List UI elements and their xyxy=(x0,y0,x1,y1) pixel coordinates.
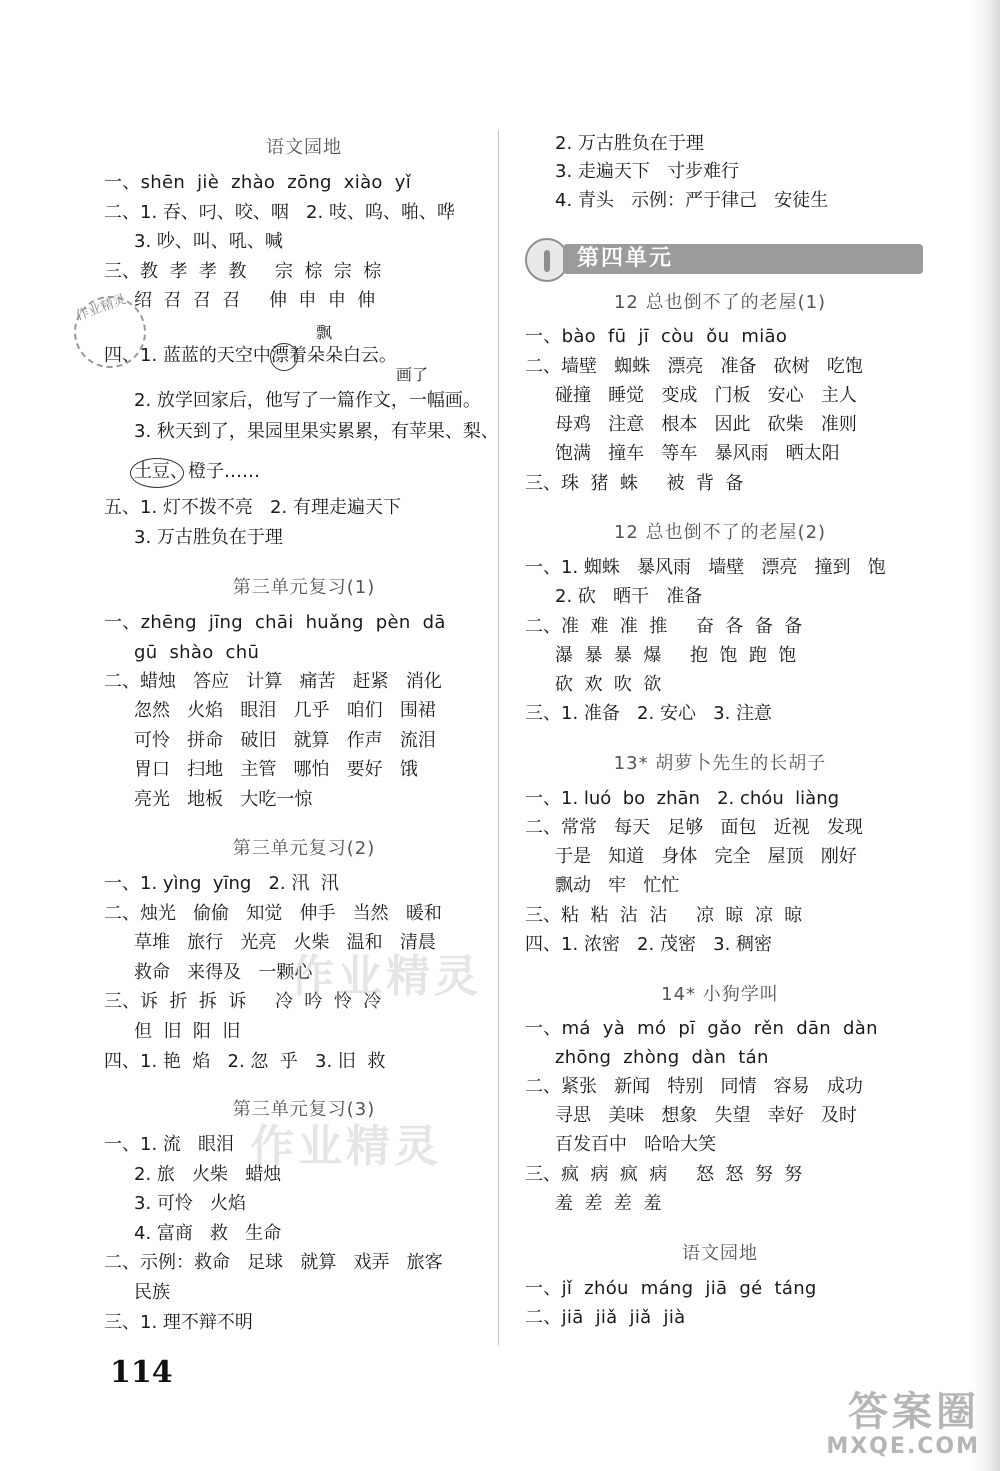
answer-line: 百发百中 哈哈大笑 xyxy=(555,1134,717,1155)
answer-line: 一、1. yìng yīng 2. 汛 汛 xyxy=(104,873,339,894)
answer-line: 二、示例：救命 足球 就算 戏弄 旅客 xyxy=(104,1252,443,1273)
answer-line: 二、蜡烛 答应 计算 痛苦 赶紧 消化 xyxy=(104,671,442,692)
answer-line: 土豆、橙子…… xyxy=(134,461,260,482)
answer-line: 2. 万古胜负在于理 xyxy=(555,133,704,154)
answer-line: 三、1. 准备 2. 安心 3. 注意 xyxy=(525,703,773,724)
section-title: 语文园地 xyxy=(682,1243,758,1264)
answer-line: 3. 可怜 火焰 xyxy=(134,1193,247,1214)
section-title: 12 总也倒不了的老屋(1) xyxy=(613,292,827,313)
answer-line: 羞 差 差 羞 xyxy=(555,1193,662,1214)
answer-line: 一、shēn jiè zhào zōng xiào yǐ xyxy=(104,172,412,193)
answer-line: 二、jiā jiǎ jiǎ jià xyxy=(525,1307,686,1328)
page-number: 114 xyxy=(110,1355,173,1390)
section-title: 第三单元复习(1) xyxy=(232,577,376,598)
answer-line: 飘动 牢 忙忙 xyxy=(555,875,680,896)
answer-line: 3. 万古胜负在于理 xyxy=(134,527,283,548)
answer-line: 砍 欢 吹 欲 xyxy=(555,674,662,695)
answer-line: 于是 知道 身体 完全 屋顶 刚好 xyxy=(555,846,857,867)
answer-line: 三、教 孝 孝 教 宗 棕 宗 棕 xyxy=(104,261,382,282)
answer-line: 饱满 撞车 等车 暴风雨 晒太阳 xyxy=(555,443,840,464)
answer-line: 一、1. 流 眼泪 xyxy=(104,1134,235,1155)
answer-line: 民族 xyxy=(134,1282,170,1303)
answer-line: 四、1. 蓝蓝的天空中漂着朵朵白云。 xyxy=(104,345,397,366)
answer-line: 四、1. 浓密 2. 茂密 3. 稠密 xyxy=(525,934,773,955)
answer-line: gū shào chū xyxy=(134,642,260,663)
answer-line: 4. 青头 示例：严于律己 安徒生 xyxy=(555,190,829,211)
handwritten-correction: 画了 xyxy=(396,365,429,384)
answer-line: 一、1. 蜘蛛 暴风雨 墙壁 漂亮 撞到 饱 xyxy=(525,557,886,578)
answer-line: 胃口 扫地 主管 哪怕 要好 饿 xyxy=(134,759,418,780)
answer-line: 二、烛光 偷偷 知觉 伸手 当然 暖和 xyxy=(104,903,442,924)
answer-line: 绍 召 召 召 伸 申 申 伸 xyxy=(134,290,376,311)
answer-line: 寻思 美味 想象 失望 幸好 及时 xyxy=(555,1105,857,1126)
answer-line: 三、疯 病 疯 病 怒 怒 努 努 xyxy=(525,1164,803,1185)
answer-line: 二、墙壁 蜘蛛 漂亮 准备 砍树 吃饱 xyxy=(525,356,863,377)
section-title: 第三单元复习(3) xyxy=(232,1099,376,1120)
answer-line: 四、1. 艳 焰 2. 忽 乎 3. 旧 救 xyxy=(104,1051,386,1072)
answer-line: 可怜 拼命 破旧 就算 作声 流泪 xyxy=(134,730,436,751)
answer-line: 二、1. 吞、叼、咬、咽 2. 吱、呜、啪、哗 xyxy=(104,202,455,223)
handwritten-correction: 飘 xyxy=(316,323,333,342)
answer-line: 一、jǐ zhóu máng jiā gé táng xyxy=(525,1278,817,1299)
watermark: 作业精灵 xyxy=(290,951,482,1002)
page-edge xyxy=(972,0,1000,1471)
answer-line: 2. 旅 火柴 蜡烛 xyxy=(134,1164,282,1185)
logo-url: MXQE.COM xyxy=(826,1434,980,1459)
answer-line: 三、1. 理不辩不明 xyxy=(104,1312,253,1333)
column-divider xyxy=(498,130,499,1345)
answer-line: 4. 富商 救 生命 xyxy=(134,1223,282,1244)
answer-line: 救命 来得及 一颗心 xyxy=(134,962,313,983)
answer-line: 3. 秋天到了，果园里果实累累，有苹果、梨、 xyxy=(134,421,499,442)
answer-line: 二、准 难 准 推 奋 各 备 备 xyxy=(525,616,803,637)
answer-line: 三、珠 猪 蛛 被 背 备 xyxy=(525,473,744,494)
answer-line: 2. 砍 晒干 准备 xyxy=(555,586,703,607)
answer-line: 瀑 暴 暴 爆 抱 饱 跑 饱 xyxy=(555,645,797,666)
answer-line: 忽然 火焰 眼泪 几乎 咱们 围裙 xyxy=(134,700,436,721)
answer-line: 2. 放学回家后，他写了一篇作文，一幅画。 xyxy=(134,390,481,411)
answer-line: 3. 吵、叫、吼、喊 xyxy=(134,231,283,252)
answer-line: 草堆 旅行 光亮 火柴 温和 清晨 xyxy=(134,932,436,953)
answer-line: 一、zhēng jīng chāi huǎng pèn dā xyxy=(104,612,446,633)
answer-line: 一、má yà mó pī gǎo rěn dān dàn xyxy=(525,1018,878,1039)
stamp: 作业精灵 xyxy=(64,286,156,378)
answer-line: 3. 走遍天下 寸步难行 xyxy=(555,161,740,182)
answer-line: 五、1. 灯不拨不亮 2. 有理走遍天下 xyxy=(104,497,401,518)
answer-line: 亮光 地板 大吃一惊 xyxy=(134,789,313,810)
answer-line: 但 旧 阳 旧 xyxy=(134,1021,241,1042)
answer-line: zhōng zhòng dàn tán xyxy=(555,1047,769,1068)
section-title: 14* 小狗学叫 xyxy=(661,984,779,1005)
section-title: 12 总也倒不了的老屋(2) xyxy=(613,522,827,543)
section-title: 第三单元复习(2) xyxy=(232,838,376,859)
unit-banner xyxy=(525,238,925,278)
unit-title: 第四单元 xyxy=(577,246,674,271)
section-title: 语文园地 xyxy=(266,137,342,158)
answer-line: 二、常常 每天 足够 面包 近视 发现 xyxy=(525,817,863,838)
answer-line: 三、诉 折 拆 诉 冷 吟 怜 冷 xyxy=(104,991,382,1012)
watermark: 作业精灵 xyxy=(250,1121,442,1172)
answer-line: 三、粘 粘 沾 沾 凉 晾 凉 晾 xyxy=(525,905,803,926)
answer-line: 二、紧张 新闻 特别 同情 容易 成功 xyxy=(525,1076,863,1097)
answer-line: 一、bào fū jī còu ǒu miāo xyxy=(525,326,788,347)
answer-line: 母鸡 注意 根本 因此 砍柴 准则 xyxy=(555,414,857,435)
logo-text: 答案圈 xyxy=(848,1389,980,1435)
section-title: 13* 胡萝卜先生的长胡子 xyxy=(613,753,827,774)
site-logo xyxy=(826,1390,980,1459)
answer-line: 碰撞 睡觉 变成 门板 安心 主人 xyxy=(555,385,857,406)
answer-line: 一、1. luó bo zhān 2. chóu liàng xyxy=(525,788,840,809)
